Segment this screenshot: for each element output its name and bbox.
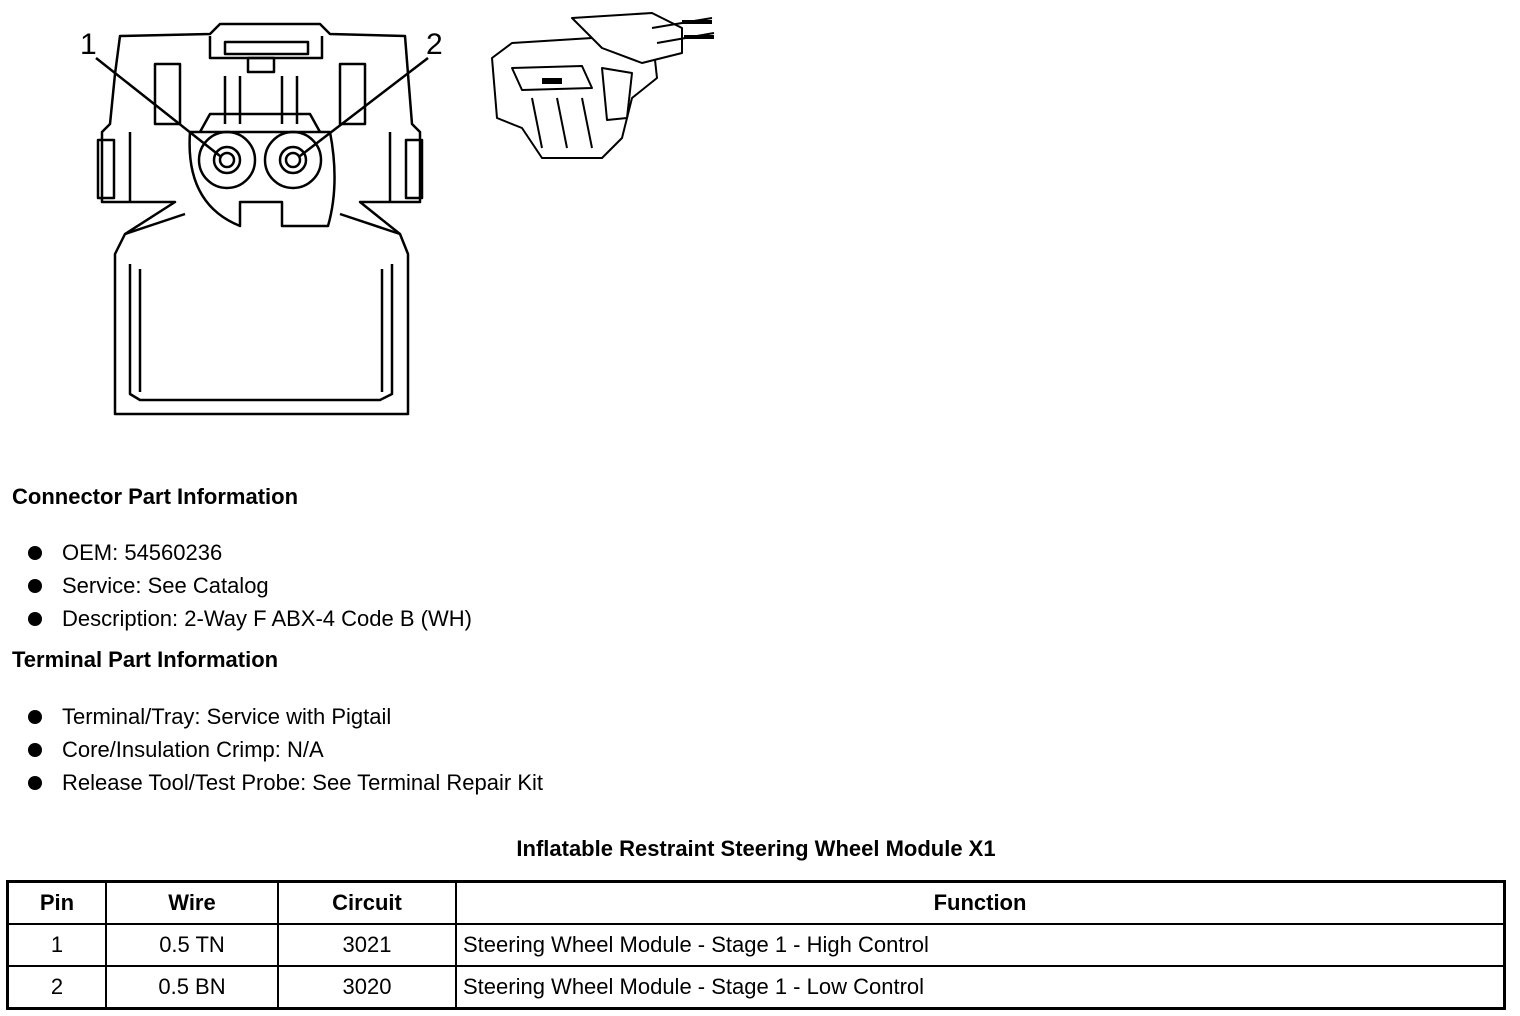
- connector-face-diagram: [60, 14, 460, 424]
- header-wire: Wire: [106, 882, 278, 925]
- bullet-icon: [28, 612, 42, 626]
- table-row: [8, 924, 1505, 966]
- header-function: Function: [456, 882, 1505, 925]
- connector-part-list: [28, 536, 472, 635]
- table-row: [8, 966, 1505, 1009]
- terminal-part-title: Terminal Part Information: [12, 647, 279, 672]
- bullet-icon: [28, 743, 42, 757]
- connector-3d-icon: [482, 8, 722, 168]
- header-circuit: Circuit: [278, 882, 456, 925]
- callout-2: 2: [426, 28, 443, 61]
- pin-table: [6, 880, 1506, 1010]
- callout-1: 1: [80, 28, 97, 61]
- list-item: Core/Insulation Crimp: N/A: [28, 733, 543, 766]
- connector-outline-icon: [60, 14, 460, 424]
- cell-pin: 1: [8, 924, 107, 966]
- cell-function: Steering Wheel Module - Stage 1 - High Control: [456, 924, 1505, 966]
- table-header-row: [8, 882, 1505, 925]
- bullet-icon: [28, 546, 42, 560]
- list-item: OEM: 54560236: [28, 536, 472, 569]
- connector-part-title: Connector Part Information: [12, 484, 299, 509]
- list-item: Release Tool/Test Probe: See Terminal Repair Kit: [28, 766, 543, 799]
- bullet-icon: [28, 710, 42, 724]
- terminal-part-list: [28, 700, 543, 799]
- cell-function: Steering Wheel Module - Stage 1 - Low Control: [456, 966, 1505, 1009]
- cell-wire: 0.5 BN: [106, 966, 278, 1009]
- pin-table-title: Inflatable Restraint Steering Wheel Module X1: [516, 836, 996, 861]
- bullet-icon: [28, 776, 42, 790]
- cell-pin: 2: [8, 966, 107, 1009]
- bullet-icon: [28, 579, 42, 593]
- list-item: Service: See Catalog: [28, 569, 472, 602]
- cell-wire: 0.5 TN: [106, 924, 278, 966]
- connector-photo: [482, 8, 722, 168]
- header-pin: Pin: [8, 882, 107, 925]
- cell-circuit: 3020: [278, 966, 456, 1009]
- list-item: Description: 2-Way F ABX-4 Code B (WH): [28, 602, 472, 635]
- list-item: Terminal/Tray: Service with Pigtail: [28, 700, 543, 733]
- cell-circuit: 3021: [278, 924, 456, 966]
